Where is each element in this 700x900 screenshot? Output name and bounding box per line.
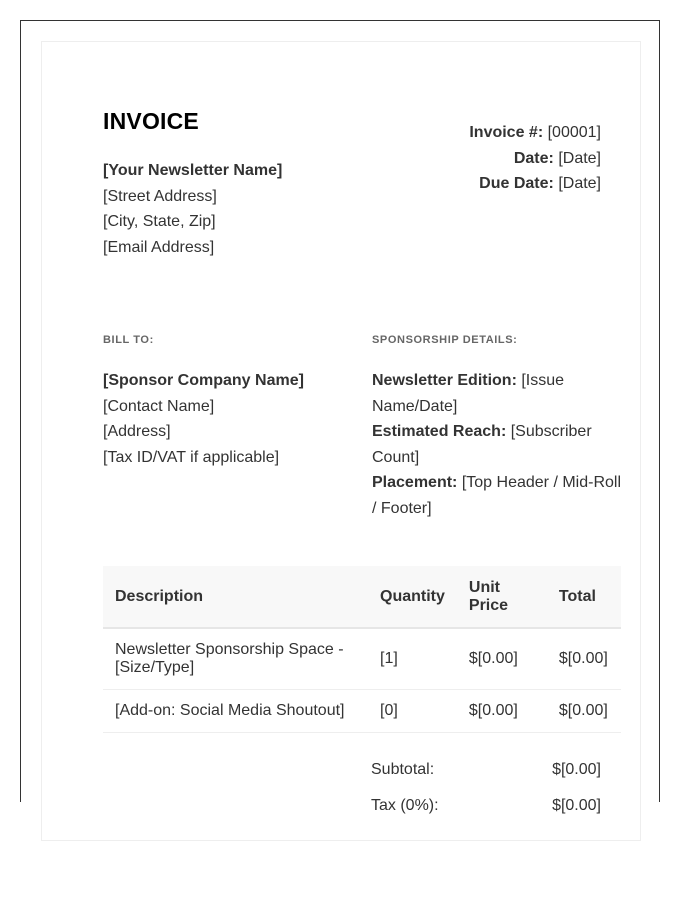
bill-to-address: [Address] [103, 423, 171, 440]
edition-value: [Issue Name/Date] [372, 372, 565, 415]
table-row [103, 690, 621, 733]
reach-line [372, 419, 624, 470]
row-unit-price: $[0.00] [457, 690, 547, 733]
placement-label: Placement: [372, 474, 458, 492]
tax-label: Tax (0%): [371, 797, 439, 814]
sender-name: [Your Newsletter Name] [103, 162, 283, 179]
invoice-number-label: Invoice #: [469, 124, 544, 141]
reach-label: Estimated Reach: [372, 423, 507, 441]
row-quantity: [0] [368, 690, 457, 733]
items-table [103, 566, 621, 733]
header-total: Total [547, 566, 621, 628]
bill-to-tax: [Tax ID/VAT if applicable] [103, 449, 280, 466]
table-header-row [103, 566, 621, 628]
row-quantity: [1] [368, 628, 457, 690]
header-description: Description [103, 566, 368, 628]
invoice-sheet [41, 41, 641, 841]
table-row [103, 628, 621, 690]
row-total: $[0.00] [547, 690, 621, 733]
invoice-due-label: Due Date: [479, 175, 554, 192]
placement-line [372, 470, 624, 521]
invoice-date-label: Date: [513, 150, 554, 167]
bill-to-label: BILL TO: [103, 334, 154, 346]
bill-to-contact: [Contact Name] [103, 398, 215, 415]
invoice-due-date [479, 171, 601, 197]
invoice-number [469, 120, 601, 146]
subtotal-value: $[0.00] [552, 761, 601, 778]
row-unit-price: $[0.00] [457, 628, 547, 690]
subtotal-label: Subtotal: [371, 761, 435, 778]
reach-value: [Subscriber Count] [372, 423, 592, 466]
invoice-number-value: [00001] [547, 124, 601, 141]
row-total: $[0.00] [547, 628, 621, 690]
row-description: Newsletter Sponsorship Space - [Size/Type] [103, 628, 368, 690]
sender-city: [City, State, Zip] [103, 213, 216, 230]
sponsorship-details [372, 368, 624, 522]
header-unit-price: Unit Price [457, 566, 547, 628]
bill-to-company: [Sponsor Company Name] [103, 372, 304, 389]
tax-value: $[0.00] [552, 797, 601, 814]
sender-street: [Street Address] [103, 188, 217, 205]
placement-value: [Top Header / Mid-Roll / Footer] [372, 474, 621, 517]
header-quantity: Quantity [368, 566, 457, 628]
edition-line [372, 368, 624, 419]
invoice-due-value: [Date] [558, 175, 601, 192]
edition-label: Newsletter Edition: [372, 372, 517, 389]
invoice-date [514, 146, 601, 172]
invoice-title: INVOICE [103, 108, 199, 134]
page-frame [20, 20, 660, 814]
sender-email: [Email Address] [103, 239, 215, 256]
sponsorship-details-label: SPONSORSHIP DETAILS: [372, 334, 518, 346]
invoice-date-value: [Date] [558, 150, 601, 167]
row-description: [Add-on: Social Media Shoutout] [103, 690, 368, 733]
